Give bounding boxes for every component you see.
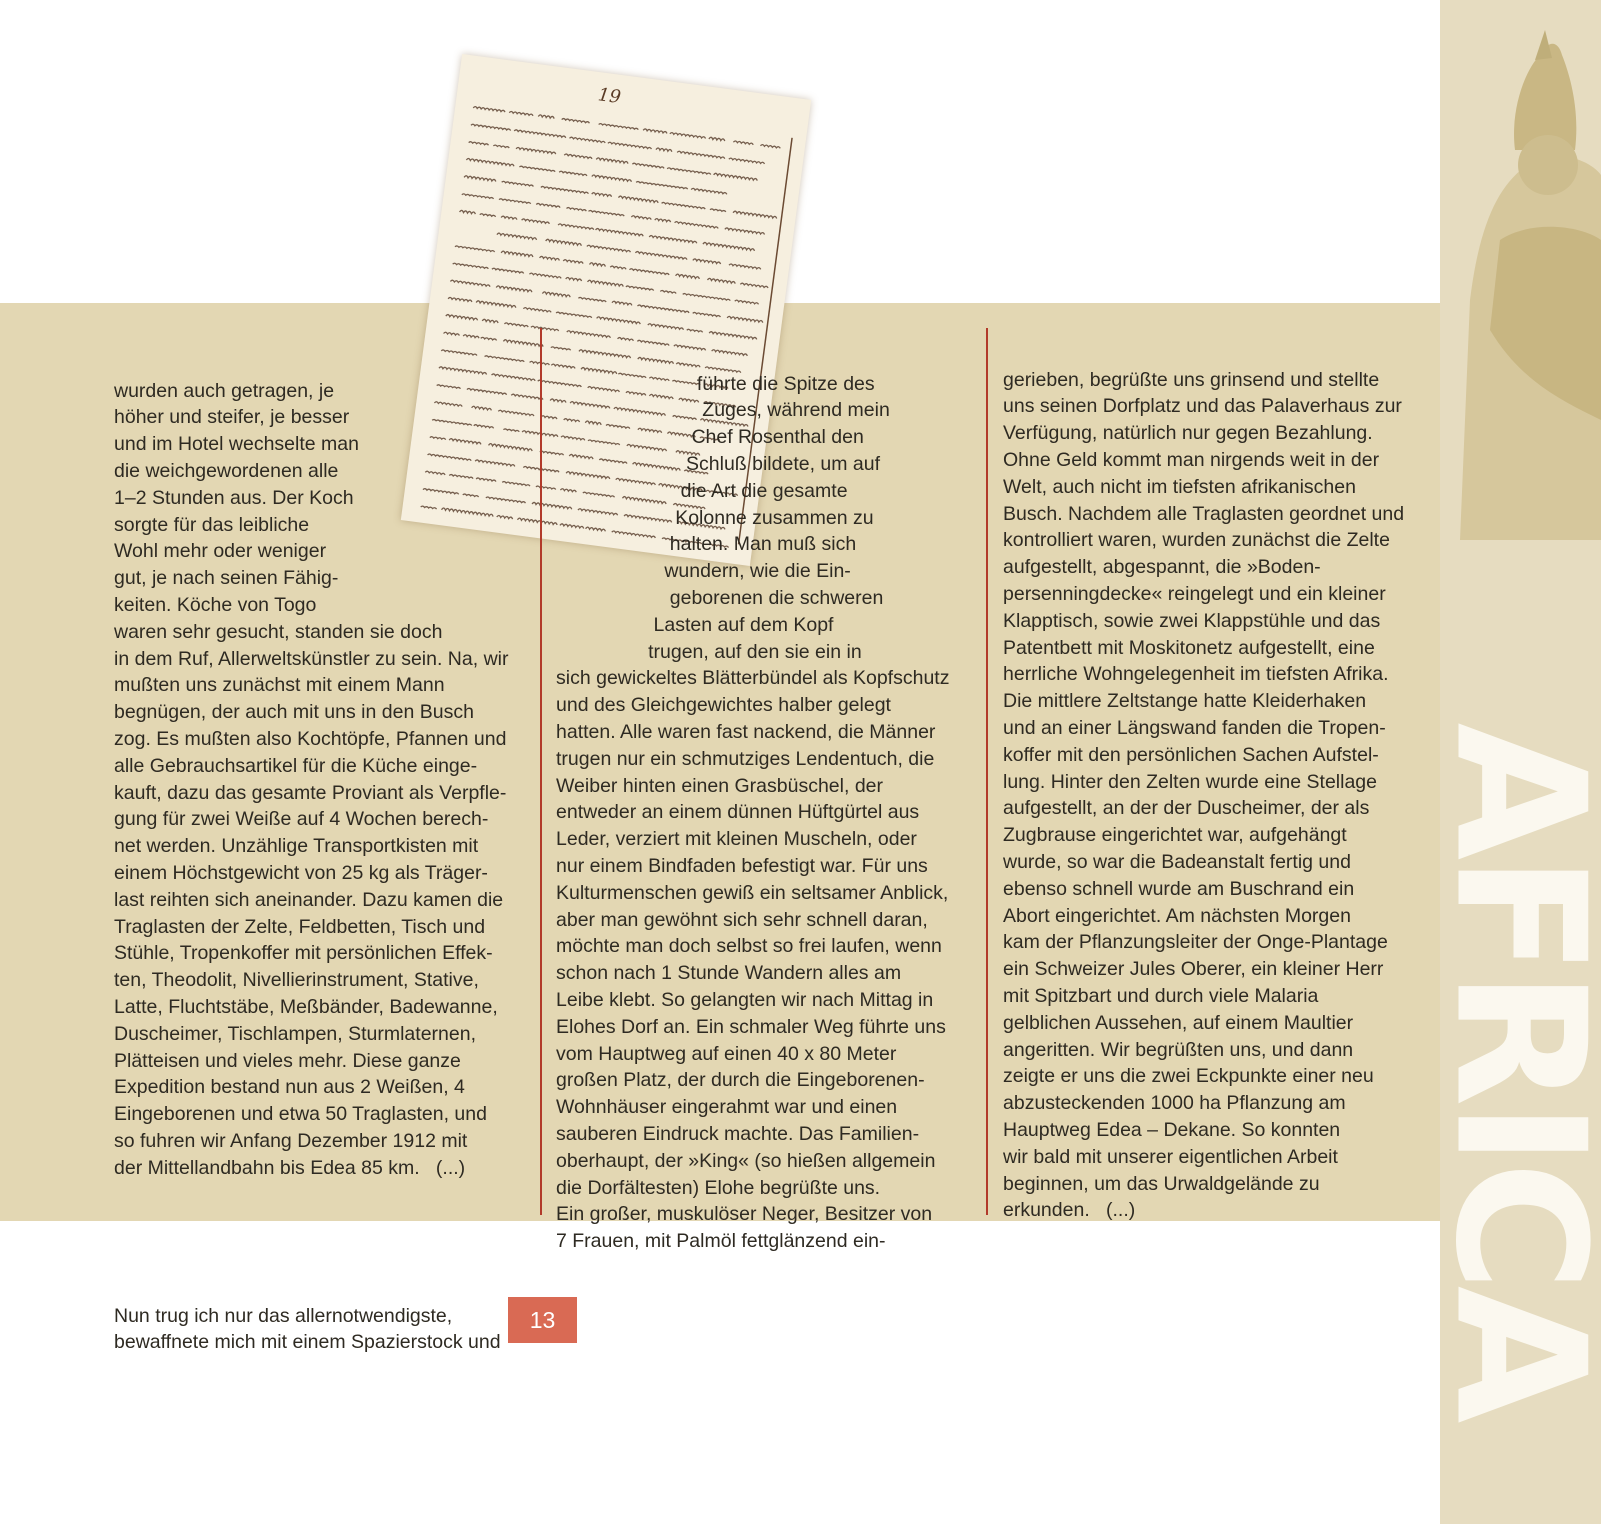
handwriting-word — [482, 319, 498, 323]
right-column-line: Busch. Nachdem alle Traglasten geordnet und — [1003, 502, 1405, 525]
handwriting-word — [709, 137, 725, 141]
middle-column-line: sich gewickeltes Blätterbündel als Kopfschutz — [556, 667, 950, 690]
middle-column-line: Schluß bildete, um auf — [556, 452, 881, 475]
handwriting-word — [589, 210, 625, 216]
right-column-line: herrliche Wohngelegenheit im tiefsten Afrika. — [1003, 663, 1389, 686]
middle-column-line: trugen nur ein schmutziges Lendentuch, die — [556, 747, 935, 770]
right-column-line: Ohne Geld kommt man nirgends weit in der — [1003, 448, 1380, 471]
left-column-line: Eingeborenen und etwa 50 Traglasten, und — [114, 1103, 487, 1126]
handwriting-word — [667, 168, 711, 175]
left-column-line: zog. Es mußten also Kochtöpfe, Pfannen und — [114, 727, 507, 750]
right-column-line: Welt, auch nicht im tiefsten afrikanischen — [1003, 475, 1356, 498]
handwriting-word — [632, 163, 664, 168]
middle-column-line: Elohes Dorf an. Ein schmaler Weg führte uns — [556, 1015, 946, 1038]
left-column-line: wurden auch getragen, je — [114, 379, 335, 402]
handwriting-word — [733, 211, 777, 219]
handwriting-word — [502, 181, 534, 186]
middle-column-line: führte die Spitze des — [556, 372, 875, 395]
handwriting-word — [471, 124, 511, 131]
middle-column-line: wundern, wie die Ein- — [556, 560, 851, 583]
left-column-paragraph-2 — [114, 1303, 508, 1357]
middle-column-line: Weiber hinten einen Grasbüschel, der — [556, 774, 883, 797]
left-column-line: sorgte für das leibliche — [114, 513, 310, 536]
handwriting-word — [531, 326, 559, 331]
page-number-badge: 13 — [508, 1297, 577, 1343]
left-column-line: kauft, dazu das gesamte Proviant als Verpfle- — [114, 781, 507, 804]
handwriting-word — [676, 274, 700, 279]
right-column-line: aufgestellt, an der der Duscheimer, der als — [1003, 797, 1370, 820]
handwriting-word — [536, 203, 560, 207]
handwriting-word — [514, 130, 566, 138]
column-divider-right — [986, 328, 988, 1215]
handwriting-word — [455, 246, 495, 252]
handwriting-word — [760, 144, 780, 148]
handwriting-word — [466, 158, 514, 166]
handwriting-word — [636, 181, 688, 189]
middle-column-line: nur einem Bindfaden befestigt war. Für uns — [556, 854, 928, 877]
handwriting-word — [629, 268, 669, 274]
right-column-line: beginnen, um das Urwaldgelände zu — [1003, 1172, 1320, 1195]
handwriting-word — [464, 176, 496, 182]
left-column-line: 1–2 Stunden aus. Der Koch — [114, 486, 354, 509]
right-column-line: erkunden. (...) — [1003, 1199, 1136, 1222]
handwriting-word — [656, 148, 672, 152]
handwriting-word — [729, 158, 765, 164]
handwriting-word — [725, 228, 765, 235]
handwriting-word — [496, 286, 532, 293]
right-column-line: Abort eingerichtet. Am nächsten Morgen — [1003, 904, 1351, 927]
left-column-line: Stühle, Tropenkoffer mit persönlichen Effek- — [114, 942, 493, 965]
sidebar-decoration — [1416, 0, 1624, 1524]
left-column-line: Expedition bestand nun aus 2 Weißen, 4 — [114, 1076, 465, 1099]
left-column-line: Traglasten der Zelte, Feldbetten, Tisch und — [114, 915, 486, 938]
handwriting-word — [618, 196, 658, 203]
handwriting-word — [469, 141, 489, 145]
left-column-line: höher und steifer, je besser — [114, 406, 350, 429]
middle-column-line: Chef Rosenthal den — [556, 426, 864, 449]
middle-column-line: Leibe klebt. So gelangten wir nach Mittag in — [556, 988, 934, 1011]
right-column-line: lung. Hinter den Zelten wurde eine Stellage — [1003, 770, 1377, 793]
left-column-line: net werden. Unzählige Transportkisten mit — [114, 835, 479, 858]
handwriting-word — [480, 214, 496, 217]
handwriting-word — [497, 233, 537, 240]
right-column-line: wir bald mit unserer eigentlichen Arbeit — [1003, 1145, 1338, 1168]
handwriting-word — [635, 251, 687, 259]
handwriting-word — [563, 259, 583, 263]
handwriting-word — [448, 297, 472, 302]
handwriting-word — [649, 235, 697, 243]
handwriting-word — [626, 286, 654, 291]
right-column-line: angeritten. Wir begrüßten uns, und dann — [1003, 1038, 1354, 1061]
handwriting-word — [578, 297, 606, 302]
handwriting-word — [590, 263, 606, 267]
handwriting-word — [655, 218, 671, 222]
handwriting-word — [519, 166, 555, 172]
middle-column-line: und des Gleichgewichtes halber gelegt — [556, 694, 891, 717]
middle-column-line: die Art die gesamte — [556, 479, 848, 502]
handwriting-word — [703, 242, 755, 251]
left-column-line: einem Höchstgewicht von 25 kg als Träger- — [114, 861, 488, 884]
handwriting-word — [683, 293, 731, 300]
middle-column-line: Lasten auf dem Kopf — [556, 613, 834, 636]
left-column-line: keiten. Köche von Togo — [114, 593, 317, 616]
handwriting-word — [592, 175, 632, 182]
handwriting-word — [499, 199, 531, 204]
middle-column-line: 7 Frauen, mit Palmöl fettglänzend ein- — [556, 1230, 886, 1253]
left-column-line: in dem Ruf, Allerweltskünstler zu sein. Na, wir — [114, 647, 509, 670]
handwriting-word — [523, 307, 551, 312]
handwriting-word — [599, 123, 639, 129]
handwriting-word — [567, 207, 587, 211]
handwriting-word — [612, 301, 632, 305]
handwriting-word — [729, 264, 761, 270]
handwriting-word — [707, 278, 735, 283]
handwriting-word — [538, 115, 554, 119]
handwriting-word — [509, 111, 533, 116]
handwriting-word — [460, 210, 476, 214]
left-column-line: gung für zwei Weiße auf 4 Wochen berech- — [114, 808, 489, 831]
left-column-line: Nun trug ich nur das allernotwendigste, — [114, 1304, 453, 1327]
left-column-line: die weichgewordenen alle — [114, 459, 339, 482]
right-column-line: koffer mit den persönlichen Sachen Aufstel- — [1003, 743, 1379, 766]
middle-column-line: geborenen die schweren — [556, 586, 884, 609]
right-column-line: gelblichen Aussehen, auf einem Maultier — [1003, 1011, 1354, 1034]
handwriting-word — [660, 290, 676, 293]
handwriting-word — [473, 106, 505, 112]
left-column-line: Plätteisen und vieles mehr. Diese ganze — [114, 1049, 461, 1072]
right-column-line: und an einer Längswand fanden die Tropen- — [1003, 716, 1386, 739]
handwriting-word — [541, 186, 589, 194]
right-column-line: mit Spitzbart und durch viele Malaria — [1003, 984, 1319, 1007]
text-column-right — [1003, 313, 1404, 1251]
left-column-line: begnügen, der auch mit uns in den Busch — [114, 701, 474, 724]
middle-column-line: möchte man doch selbst so frei laufen, wenn — [556, 935, 942, 958]
handwriting-word — [501, 251, 533, 257]
right-column-line: kontrolliert waren, wurden zunächst die Zelte — [1003, 529, 1390, 552]
handwriting-word — [714, 173, 758, 181]
handwriting-word — [592, 192, 612, 196]
right-column-line: gerieben, begrüßte uns grinsend und stellte — [1003, 368, 1380, 391]
middle-column-line: entweder an einem dünnen Hüftgürtel aus — [556, 801, 920, 824]
right-column-line: ebenso schnell wurde am Buschrand ein — [1003, 877, 1355, 900]
sidebar-africa-lettering: AFRICA — [1416, 722, 1624, 1418]
right-column-line: zeigte er uns die zwei Eckpunkte einer neu — [1003, 1065, 1374, 1088]
middle-column-line: Zuges, während mein — [556, 399, 890, 422]
handwriting-word — [608, 142, 652, 149]
right-column-line: Die mittlere Zeltstange hatte Kleiderhaken — [1003, 690, 1367, 713]
middle-column-line: hatten. Alle waren fast nackend, die Männer — [556, 720, 936, 743]
left-column-line: Duscheimer, Tischlampen, Sturmlaternen, — [114, 1022, 476, 1045]
handwriting-word — [517, 518, 557, 525]
left-column-paragraph-1 — [114, 378, 508, 1182]
handwriting-word — [670, 132, 706, 138]
handwriting-word — [564, 154, 592, 159]
left-column-line: bewaffnete mich mit einem Spazierstock und — [114, 1331, 501, 1354]
handwriting-word — [559, 171, 587, 176]
handwriting-word — [566, 277, 582, 281]
middle-column-line: oberhaupt, der »King« (so hießen allgemein — [556, 1149, 936, 1172]
right-column-paragraph — [1003, 367, 1404, 1225]
right-column-line: Patentbett mit Moskitonetz aufgestellt, eine — [1003, 636, 1375, 659]
handwriting-word — [596, 228, 644, 236]
right-column-line: wurde, so war die Badeanstalt fertig und — [1003, 850, 1351, 873]
middle-column-line: aber man gewöhnt sich sehr schnell daran, — [556, 908, 928, 931]
handwriting-word — [710, 209, 726, 212]
handwriting-word — [677, 151, 725, 159]
handwriting-word — [511, 394, 543, 400]
left-column-line: gut, je nach seinen Fähig- — [114, 567, 339, 590]
handwriting-word — [610, 266, 626, 269]
middle-column-line: trugen, auf den sie ein in — [556, 640, 862, 663]
middle-column-line: sauberen Eindruck machte. Das Familien- — [556, 1122, 920, 1145]
right-column-line: Hauptweg Edea – Dekane. So konnten — [1003, 1118, 1341, 1141]
column-divider-left — [540, 328, 542, 1215]
middle-column-line: schon nach 1 Stunde Wandern alles am — [556, 962, 902, 985]
middle-column-line: vom Hauptweg auf einen 40 x 80 Meter — [556, 1042, 897, 1065]
handwriting-word — [501, 216, 517, 220]
middle-column-line: Leder, verziert mit kleinen Muscheln, oder — [556, 828, 917, 851]
left-column-line: der Mittellandbahn bis Edea 85 km. (...) — [114, 1156, 466, 1179]
right-column-line: uns seinen Dorfplatz und das Palaverhaus zur — [1003, 395, 1402, 418]
handwriting-word — [733, 141, 753, 145]
handwriting-word — [546, 239, 582, 246]
handwriting-word — [637, 305, 689, 313]
handwriting-word — [558, 224, 594, 230]
handwriting-word — [453, 263, 489, 269]
handwriting-word — [476, 301, 516, 308]
handwriting-word — [529, 273, 561, 279]
handwriting-word — [735, 300, 759, 304]
left-column-line: waren sehr gesucht, standen sie doch — [114, 620, 443, 643]
left-column-line: ten, Theodolit, Nivellierinstrument, Stative, — [114, 969, 479, 992]
right-column-line: Klapptisch, sowie zwei Klappstühle und das — [1003, 609, 1381, 632]
right-column-line: aufgestellt, abgespannt, die »Boden- — [1003, 556, 1321, 579]
middle-column-paragraph — [556, 371, 949, 1255]
handwriting-word — [540, 256, 560, 260]
middle-column-line: Ein großer, muskulöser Neger, Besitzer von — [556, 1203, 933, 1226]
middle-column-line: die Dorfältesten) Elohe begrüßte uns. — [556, 1176, 881, 1199]
handwriting-word — [446, 314, 478, 320]
handwriting-word — [643, 129, 667, 134]
handwriting-word — [570, 137, 606, 143]
middle-column-line: Kulturmenschen gewiß ein seltsamer Anblick, — [556, 881, 949, 904]
right-column-line: persenningdecke« reingelegt und ein kleiner — [1003, 582, 1386, 605]
handwriting-word — [450, 280, 490, 287]
left-column-line: Wohl mehr oder weniger — [114, 540, 327, 563]
left-column-line: so fuhren wir Anfang Dezember 1912 mit — [114, 1129, 468, 1152]
right-column-line: Verfügung, natürlich nur gegen Bezahlung. — [1003, 422, 1373, 445]
handwriting-word — [493, 145, 509, 148]
right-column-line: Zugbrause eingerichtet war, aufgehängt — [1003, 824, 1347, 847]
manuscript-page-number: 19 — [596, 84, 623, 109]
handwriting-word — [492, 268, 524, 273]
handwriting-word — [587, 245, 631, 252]
handwriting-word — [691, 188, 727, 194]
right-column-line: ein Schweizer Jules Oberer, ein kleiner Herr — [1003, 958, 1384, 981]
left-column-line: mußten uns zunächst mit einem Mann — [114, 674, 445, 697]
handwriting-word — [675, 221, 719, 228]
middle-column-line: Kolonne zusammen zu — [556, 506, 874, 529]
handwriting-word — [503, 339, 543, 346]
left-column-line: Latte, Fluchtstäbe, Meßbänder, Badewanne, — [114, 995, 498, 1018]
handwriting-word — [522, 219, 550, 224]
right-column-line: kam der Pflanzungsleiter der Onge-Plantage — [1003, 931, 1388, 954]
handwriting-word — [662, 202, 706, 209]
text-column-left — [114, 324, 508, 1383]
handwriting-word — [596, 158, 628, 164]
handwriting-word — [541, 416, 557, 420]
handwriting-word — [562, 118, 590, 123]
handwriting-word — [631, 216, 651, 220]
middle-column-line: Wohnhäuser eingerahmt war und einen — [556, 1096, 898, 1119]
middle-column-line: großen Platz, der durch die Eingeborenen- — [556, 1069, 925, 1092]
handwriting-word — [588, 280, 624, 287]
handwriting-word — [462, 194, 494, 199]
handwriting-word — [542, 292, 570, 298]
left-column-line: alle Gebrauchsartikel für die Küche einge- — [114, 754, 478, 777]
text-column-middle — [556, 317, 949, 1282]
handwriting-word — [740, 283, 768, 288]
right-column-line: abzusteckenden 1000 ha Pflanzung am — [1003, 1092, 1346, 1115]
handwriting-word — [516, 147, 556, 154]
handwriting-word — [693, 259, 721, 264]
middle-column-line: halten. Man muß sich — [556, 533, 857, 556]
left-column-line: last reihten sich aneinander. Dazu kamen die — [114, 888, 504, 911]
left-column-line: und im Hotel wechselte man — [114, 433, 359, 456]
handwriting-word — [536, 486, 556, 490]
